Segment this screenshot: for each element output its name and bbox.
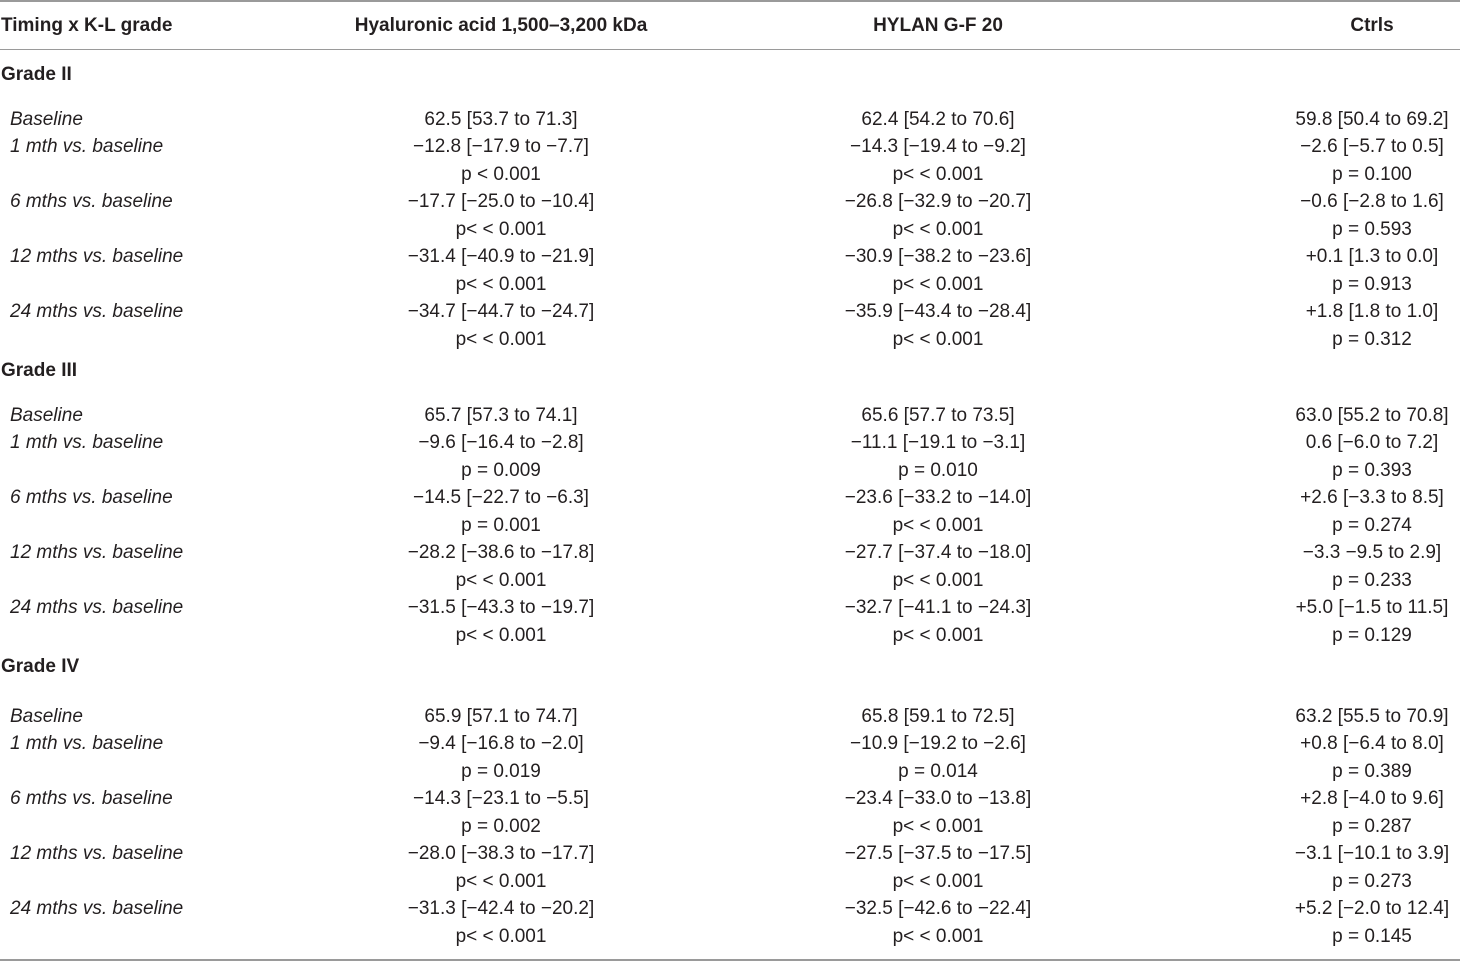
row-label: 6 mths vs. baseline [10,191,173,212]
row-label: 1 mth vs. baseline [10,136,164,157]
cell-ctrls-value: +2.6 [−3.3 to 8.5] [1300,487,1444,508]
cell-ha-value: −31.3 [−42.4 to −20.2] [407,898,595,919]
cell-ctrls-value: +5.2 [−2.0 to 12.4] [1294,898,1450,919]
header-ctrls: Ctrls [1350,15,1394,36]
cell-ha-value: −28.2 [−38.6 to −17.8] [407,542,595,563]
cell-hylan-value: −32.5 [−42.6 to −22.4] [844,898,1032,919]
cell-ha-value: −34.7 [−44.7 to −24.7] [407,301,595,322]
cell-hylan-pvalue: p< < 0.001 [892,625,984,646]
cell-hylan-value: 62.4 [54.2 to 70.6] [861,109,1015,130]
cell-ha-value: 62.5 [53.7 to 71.3] [424,109,578,130]
cell-ctrls-value: +0.8 [−6.4 to 8.0] [1300,733,1444,754]
cell-hylan-value: −30.9 [−38.2 to −23.6] [844,246,1032,267]
cell-ctrls-pvalue: p = 0.233 [1332,570,1412,591]
cell-ctrls-pvalue: p = 0.274 [1332,515,1412,536]
cell-hylan-pvalue: p< < 0.001 [892,570,984,591]
cell-ctrls-value: −3.3 −9.5 to 2.9] [1302,542,1442,563]
cell-hylan-value: 65.6 [57.7 to 73.5] [861,405,1015,426]
cell-ha-value: −28.0 [−38.3 to −17.7] [407,843,595,864]
row-label: 6 mths vs. baseline [10,788,173,809]
cell-hylan-value: −35.9 [−43.4 to −28.4] [844,301,1032,322]
cell-ctrls-value: 0.6 [−6.0 to 7.2] [1305,432,1439,453]
cell-ha-value: −31.4 [−40.9 to −21.9] [407,246,595,267]
group-title: Grade II [1,64,72,85]
cell-ctrls-value: +2.8 [−4.0 to 9.6] [1300,788,1444,809]
cell-ha-value: 65.9 [57.1 to 74.7] [424,706,578,727]
cell-ha-value: −9.4 [−16.8 to −2.0] [418,733,584,754]
table-bottom-rule [0,959,1460,961]
cell-ha-pvalue: p< < 0.001 [455,274,547,295]
row-label: 12 mths vs. baseline [10,843,184,864]
cell-hylan-pvalue: p< < 0.001 [892,274,984,295]
cell-hylan-pvalue: p< < 0.001 [892,871,984,892]
cell-ha-value: −17.7 [−25.0 to −10.4] [407,191,595,212]
cell-hylan-value: −10.9 [−19.2 to −2.6] [850,733,1026,754]
cell-ctrls-pvalue: p = 0.129 [1332,625,1412,646]
cell-hylan-value: −23.6 [−33.2 to −14.0] [844,487,1032,508]
cell-hylan-value: −26.8 [−32.9 to −20.7] [844,191,1032,212]
cell-ha-pvalue: p = 0.002 [461,816,541,837]
header-timing-grade: Timing x K-L grade [1,15,173,36]
cell-ha-pvalue: p = 0.019 [461,761,541,782]
cell-hylan-value: −23.4 [−33.0 to −13.8] [844,788,1032,809]
row-label: 24 mths vs. baseline [10,301,184,322]
cell-ha-pvalue: p< < 0.001 [455,219,547,240]
row-label: Baseline [10,109,83,130]
cell-ha-pvalue: p< < 0.001 [455,926,547,947]
cell-ctrls-pvalue: p = 0.100 [1332,164,1412,185]
cell-ctrls-value: +1.8 [1.8 to 1.0] [1305,301,1439,322]
cell-hylan-pvalue: p< < 0.001 [892,164,984,185]
cell-ha-pvalue: p< < 0.001 [455,625,547,646]
row-label: 12 mths vs. baseline [10,246,184,267]
cell-hylan-pvalue: p< < 0.001 [892,329,984,350]
cell-ctrls-value: 63.2 [55.5 to 70.9] [1295,706,1449,727]
group-title: Grade III [1,360,78,381]
header-hyaluronic-acid: Hyaluronic acid 1,500–3,200 kDa [354,15,648,36]
row-label: Baseline [10,706,83,727]
cell-ha-pvalue: p< < 0.001 [455,329,547,350]
cell-ctrls-pvalue: p = 0.389 [1332,761,1412,782]
cell-ha-value: 65.7 [57.3 to 74.1] [424,405,578,426]
row-label: 6 mths vs. baseline [10,487,173,508]
cell-ha-pvalue: p = 0.001 [461,515,541,536]
cell-ctrls-value: +5.0 [−1.5 to 11.5] [1295,597,1449,618]
cell-ha-pvalue: p< < 0.001 [455,570,547,591]
cell-ctrls-pvalue: p = 0.312 [1332,329,1412,350]
cell-ha-value: −9.6 [−16.4 to −2.8] [418,432,584,453]
cell-hylan-pvalue: p = 0.010 [898,460,978,481]
cell-hylan-value: −27.5 [−37.5 to −17.5] [844,843,1032,864]
cell-ha-pvalue: p< < 0.001 [455,871,547,892]
cell-hylan-pvalue: p< < 0.001 [892,926,984,947]
cell-hylan-pvalue: p< < 0.001 [892,219,984,240]
cell-ctrls-value: 59.8 [50.4 to 69.2] [1295,109,1449,130]
cell-ctrls-value: −0.6 [−2.8 to 1.6] [1300,191,1444,212]
table-top-rule [0,0,1460,2]
cell-ha-value: −14.3 [−23.1 to −5.5] [413,788,589,809]
group-title: Grade IV [1,656,80,677]
row-label: 1 mth vs. baseline [10,733,164,754]
cell-hylan-value: −14.3 [−19.4 to −9.2] [850,136,1026,157]
cell-hylan-pvalue: p = 0.014 [898,761,978,782]
cell-ctrls-value: −3.1 [−10.1 to 3.9] [1294,843,1450,864]
cell-ha-pvalue: p = 0.009 [461,460,541,481]
cell-ctrls-value: 63.0 [55.2 to 70.8] [1295,405,1449,426]
cell-ctrls-value: +0.1 [1.3 to 0.0] [1305,246,1439,267]
cell-ctrls-pvalue: p = 0.287 [1332,816,1412,837]
cell-ha-value: −14.5 [−22.7 to −6.3] [413,487,589,508]
cell-ctrls-value: −2.6 [−5.7 to 0.5] [1300,136,1444,157]
row-label: Baseline [10,405,83,426]
row-label: 24 mths vs. baseline [10,597,184,618]
cell-ha-value: −12.8 [−17.9 to −7.7] [413,136,589,157]
cell-hylan-value: −11.1 [−19.1 to −3.1] [850,432,1026,453]
cell-hylan-value: 65.8 [59.1 to 72.5] [861,706,1015,727]
row-label: 24 mths vs. baseline [10,898,184,919]
cell-ha-pvalue: p < 0.001 [461,164,541,185]
cell-ctrls-pvalue: p = 0.393 [1332,460,1412,481]
cell-hylan-pvalue: p< < 0.001 [892,515,984,536]
row-label: 12 mths vs. baseline [10,542,184,563]
cell-ctrls-pvalue: p = 0.273 [1332,871,1412,892]
cell-hylan-pvalue: p< < 0.001 [892,816,984,837]
cell-hylan-value: −27.7 [−37.4 to −18.0] [844,542,1032,563]
row-label: 1 mth vs. baseline [10,432,164,453]
header-hylan: HYLAN G-F 20 [873,15,1003,36]
cell-ctrls-pvalue: p = 0.145 [1332,926,1412,947]
cell-hylan-value: −32.7 [−41.1 to −24.3] [844,597,1032,618]
cell-ctrls-pvalue: p = 0.593 [1332,219,1412,240]
cell-ctrls-pvalue: p = 0.913 [1332,274,1412,295]
cell-ha-value: −31.5 [−43.3 to −19.7] [407,597,595,618]
header-rule [0,49,1460,50]
